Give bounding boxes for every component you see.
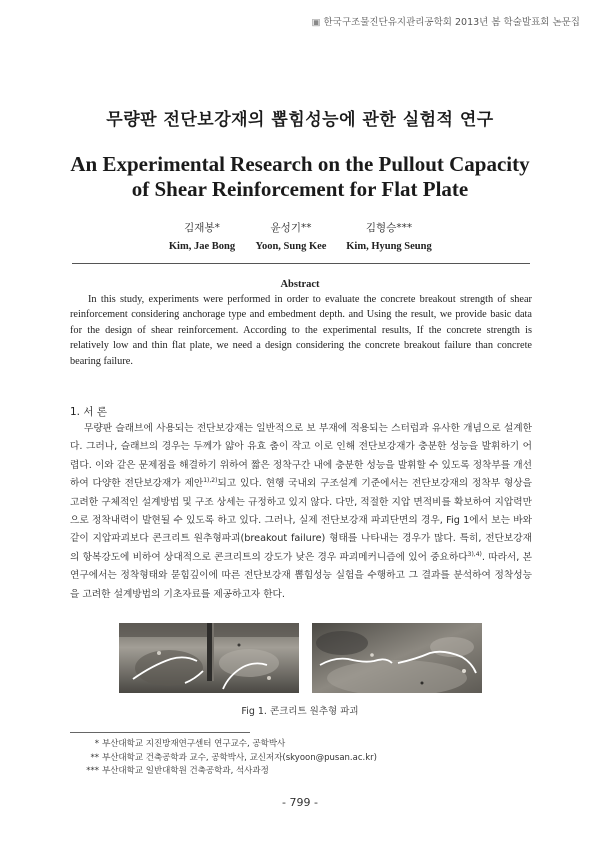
footnote-2-text: 부산대학교 건축공학과 교수, 공학박사, 교신저자(skyoon@pusan.ac.kr)	[102, 752, 377, 763]
english-title	[0, 152, 600, 202]
footnote-3-mark: ***	[86, 766, 99, 777]
breakout-photo-left	[119, 623, 299, 693]
citation-1-2: 1),2)	[203, 476, 218, 484]
book-icon: ▣	[311, 17, 321, 28]
korean-title: 무량판 전단보강재의 뽑힘성능에 관한 실험적 연구	[106, 110, 494, 130]
section-heading-introduction: 1. 서 론	[70, 406, 107, 418]
introduction-paragraph	[70, 420, 532, 604]
english-title-line-2: of Shear Reinforcement for Flat Plate	[131, 177, 469, 201]
figure-1-caption: Fig 1. 콘크리트 원추형 파괴	[241, 706, 359, 717]
footnote-1	[82, 738, 532, 752]
author-2-english-name: Yoon, Sung Kee	[255, 241, 327, 252]
running-header	[300, 14, 580, 28]
footnote-3-text: 부산대학교 일반대학원 건축공학과, 석사과정	[102, 766, 269, 777]
abstract-divider	[72, 263, 530, 264]
page-number: - 799 -	[282, 796, 318, 809]
proceedings-title: 한국구조물진단유지관리공학회 2013년 봄 학술발표회 논문집	[323, 17, 580, 28]
footnote-divider	[70, 732, 250, 733]
introduction-text-part-3: . 따라서, 본 연구에서는 정착형태와 묻힘깊이에 따른 전단보강재 뽑힘성능 실험을 수행하고 그 결과를 분석하여 정착성능을 고려한 설계방법의 기초자료를 제공하고자 한다.	[70, 551, 532, 600]
citation-3-4: 3),4)	[467, 550, 482, 558]
abstract-text: In this study, experiments were performed in order to evaluate the concrete breakout strength of shear reinforcement considering anchorage type and embedment depth. and Using the result, we provide basic data for the design of shear reinforcement. According to the experimental results, If the concrete strength is relatively low and thin flat plate, we need a design considering the concrete breakout failure than concrete bearing failure.	[70, 294, 532, 367]
author-1-korean-name: 김재봉*	[184, 222, 220, 234]
footnotes	[82, 738, 532, 779]
footnote-2-mark: **	[90, 752, 99, 763]
author-3-english-name: Kim, Hyung Seung	[346, 241, 432, 252]
author-2-korean-name: 윤성기**	[270, 222, 312, 234]
figure-1	[0, 623, 600, 693]
english-title-line-1: An Experimental Research on the Pullout Capacity	[70, 152, 530, 176]
footnote-1-mark: *	[94, 739, 99, 749]
author-3	[319, 220, 459, 252]
author-3-korean-name: 김형승***	[365, 222, 413, 234]
footnote-1-text: 부산대학교 지진방재연구센터 연구교수, 공학박사	[102, 739, 286, 749]
footnote-3	[82, 765, 532, 779]
introduction-text-part-1: 무량판 슬래브에 사용되는 전단보강재는 일반적으로 보 부재에 적용되는 스터럽과 유사한 개념으로 설계한다. 그러나, 슬래브의 경우는 두께가 얇아 유효 춤이 작고 이로 인해 전단보강재가 충분한 성능을 발휘하기 어렵다. 이와 같은 문제점을 해결하기 위하여 짧은 정착구간 내에 충분한 성능을 발휘할 수 있도록 정착부를 개선하여 다양한 전단보강재가 제안	[70, 423, 532, 490]
author-1-english-name: Kim, Jae Bong	[168, 241, 236, 252]
abstract-heading: Abstract	[280, 279, 320, 290]
introduction-text-part-2: 되고 있다. 현행 국내외 구조설계 기준에서는 전단보강재의 정착부 형상을 고려한 구체적인 설계방법 및 구조 상세는 규정하고 있지 않다. 다만, 적절한 지압 면적비를 확보하여 지압력만으로 정착내력이 발현될 수 있도록 하고 있다. 그러나, 실제 전단보강재 파괴단면의 경우, Fig 1에서 보는 바와 같이 지압파괴보다 콘크리트 원추형파괴(breakout failure) 형태를 나타내는 경우가 많다. 특히, 전단보강재의 항복강도에 비하여 상대적으로 콘크리트의 강도가 낮은 경우 파괴메커니즘에 있어 중요하다	[70, 478, 532, 563]
footnote-2	[82, 752, 532, 766]
breakout-photo-right	[312, 623, 482, 693]
